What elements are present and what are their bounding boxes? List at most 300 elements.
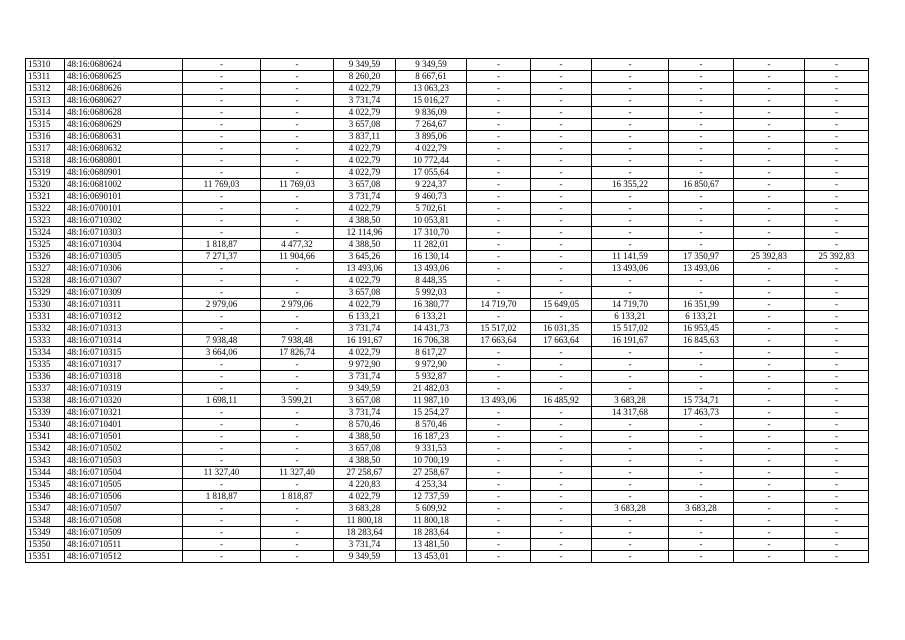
value-cell: - <box>467 71 531 83</box>
value-cell: 21 482,03 <box>396 383 467 395</box>
row-number-cell: 15319 <box>26 167 65 179</box>
value-cell: - <box>531 407 592 419</box>
value-cell: 14 719,70 <box>467 299 531 311</box>
value-cell: - <box>261 107 334 119</box>
row-number-cell: 15344 <box>26 467 65 479</box>
value-cell: - <box>805 227 869 239</box>
value-cell: - <box>669 419 734 431</box>
value-cell: - <box>734 287 805 299</box>
cadastral-number-cell: 48:16:0710313 <box>65 323 183 335</box>
table-row <box>26 551 869 563</box>
value-cell: 7 264,67 <box>396 119 467 131</box>
value-cell: - <box>734 467 805 479</box>
value-cell: - <box>805 107 869 119</box>
value-cell: - <box>734 515 805 527</box>
value-cell: - <box>734 263 805 275</box>
value-cell: 16 380,77 <box>396 299 467 311</box>
value-cell: - <box>531 287 592 299</box>
value-cell: 11 327,40 <box>261 467 334 479</box>
value-cell: - <box>531 71 592 83</box>
value-cell: - <box>592 371 669 383</box>
value-cell: 3 837,11 <box>334 131 396 143</box>
value-cell: - <box>467 383 531 395</box>
value-cell: 4 022,79 <box>396 143 467 155</box>
value-cell: 13 493,06 <box>592 263 669 275</box>
value-cell: 17 663,64 <box>467 335 531 347</box>
value-cell: - <box>183 527 261 539</box>
value-cell: 13 493,06 <box>467 395 531 407</box>
value-cell: 14 431,73 <box>396 323 467 335</box>
value-cell: - <box>261 419 334 431</box>
row-number-cell: 15326 <box>26 251 65 263</box>
value-cell: - <box>592 443 669 455</box>
value-cell: - <box>183 431 261 443</box>
value-cell: - <box>467 107 531 119</box>
value-cell: 3 731,74 <box>334 95 396 107</box>
value-cell: - <box>467 467 531 479</box>
table-row <box>26 143 869 155</box>
value-cell: - <box>183 515 261 527</box>
cadastral-number-cell: 48:16:0690101 <box>65 191 183 203</box>
value-cell: 9 349,59 <box>334 383 396 395</box>
value-cell: 3 731,74 <box>334 407 396 419</box>
value-cell: - <box>669 455 734 467</box>
value-cell: - <box>467 539 531 551</box>
value-cell: - <box>261 215 334 227</box>
value-cell: - <box>805 323 869 335</box>
value-cell: - <box>531 503 592 515</box>
value-cell: - <box>669 83 734 95</box>
value-cell: 7 271,37 <box>183 251 261 263</box>
row-number-cell: 15347 <box>26 503 65 515</box>
value-cell: - <box>592 275 669 287</box>
value-cell: - <box>592 239 669 251</box>
cadastral-number-cell: 48:16:0681002 <box>65 179 183 191</box>
value-cell: - <box>261 83 334 95</box>
value-cell: - <box>261 227 334 239</box>
value-cell: - <box>183 107 261 119</box>
value-cell: - <box>531 167 592 179</box>
value-cell: - <box>261 527 334 539</box>
value-cell: - <box>805 239 869 251</box>
value-cell: - <box>183 371 261 383</box>
value-cell: 8 667,61 <box>396 71 467 83</box>
value-cell: - <box>467 131 531 143</box>
table-row <box>26 311 869 323</box>
value-cell: 12 114,96 <box>334 227 396 239</box>
value-cell: - <box>805 71 869 83</box>
value-cell: 10 772,44 <box>396 155 467 167</box>
value-cell: - <box>669 467 734 479</box>
value-cell: - <box>669 443 734 455</box>
value-cell: - <box>805 515 869 527</box>
row-number-cell: 15331 <box>26 311 65 323</box>
value-cell: 3 731,74 <box>334 191 396 203</box>
value-cell: - <box>669 347 734 359</box>
value-cell: 4 022,79 <box>334 275 396 287</box>
value-cell: - <box>531 263 592 275</box>
value-cell: - <box>183 95 261 107</box>
row-number-cell: 15343 <box>26 455 65 467</box>
cadastral-number-cell: 48:16:0710511 <box>65 539 183 551</box>
value-cell: - <box>805 275 869 287</box>
value-cell: - <box>261 443 334 455</box>
value-cell: 3 683,28 <box>334 503 396 515</box>
row-number-cell: 15335 <box>26 359 65 371</box>
value-cell: 15 734,71 <box>669 395 734 407</box>
table-row <box>26 191 869 203</box>
row-number-cell: 15312 <box>26 83 65 95</box>
value-cell: 16 850,67 <box>669 179 734 191</box>
value-cell: 16 351,99 <box>669 299 734 311</box>
value-cell: - <box>531 515 592 527</box>
value-cell: - <box>467 215 531 227</box>
value-cell: - <box>261 503 334 515</box>
value-cell: 11 141,59 <box>592 251 669 263</box>
value-cell: - <box>734 527 805 539</box>
value-cell: - <box>183 263 261 275</box>
value-cell: - <box>669 167 734 179</box>
table-row <box>26 407 869 419</box>
value-cell: 4 022,79 <box>334 155 396 167</box>
value-cell: - <box>531 227 592 239</box>
table-row <box>26 239 869 251</box>
value-cell: - <box>734 191 805 203</box>
value-cell: - <box>531 359 592 371</box>
value-cell: - <box>531 239 592 251</box>
cadastral-number-cell: 48:16:0710302 <box>65 215 183 227</box>
value-cell: - <box>592 455 669 467</box>
value-cell: 3 664,06 <box>183 347 261 359</box>
value-cell: - <box>805 143 869 155</box>
value-cell: 3 895,06 <box>396 131 467 143</box>
value-cell: 4 022,79 <box>334 143 396 155</box>
value-cell: 3 657,08 <box>334 287 396 299</box>
value-cell: - <box>805 299 869 311</box>
row-number-cell: 15313 <box>26 95 65 107</box>
cadastral-number-cell: 48:16:0710317 <box>65 359 183 371</box>
row-number-cell: 15327 <box>26 263 65 275</box>
value-cell: - <box>531 203 592 215</box>
row-number-cell: 15320 <box>26 179 65 191</box>
value-cell: - <box>531 311 592 323</box>
value-cell: - <box>805 167 869 179</box>
value-cell: - <box>734 539 805 551</box>
value-cell: 3 731,74 <box>334 323 396 335</box>
value-cell: - <box>261 287 334 299</box>
value-cell: - <box>805 119 869 131</box>
value-cell: 8 448,35 <box>396 275 467 287</box>
row-number-cell: 15334 <box>26 347 65 359</box>
value-cell: - <box>183 155 261 167</box>
cadastral-number-cell: 48:16:0700101 <box>65 203 183 215</box>
value-cell: - <box>261 539 334 551</box>
value-cell: 14 719,70 <box>592 299 669 311</box>
cadastral-number-cell: 48:16:0710309 <box>65 287 183 299</box>
value-cell: 16 355,22 <box>592 179 669 191</box>
value-cell: - <box>805 467 869 479</box>
value-cell: 15 254,27 <box>396 407 467 419</box>
row-number-cell: 15342 <box>26 443 65 455</box>
table-row <box>26 131 869 143</box>
value-cell: - <box>734 359 805 371</box>
value-cell: - <box>467 443 531 455</box>
value-cell: - <box>734 119 805 131</box>
table-row <box>26 467 869 479</box>
value-cell: 25 392,83 <box>734 251 805 263</box>
value-cell: - <box>805 479 869 491</box>
value-cell: - <box>805 179 869 191</box>
value-cell: - <box>261 263 334 275</box>
value-cell: - <box>531 95 592 107</box>
value-cell: - <box>734 371 805 383</box>
value-cell: - <box>467 263 531 275</box>
value-cell: - <box>805 155 869 167</box>
value-cell: - <box>183 419 261 431</box>
value-cell: - <box>183 311 261 323</box>
value-cell: - <box>805 203 869 215</box>
value-cell: - <box>669 215 734 227</box>
value-cell: - <box>805 395 869 407</box>
value-cell: - <box>592 95 669 107</box>
value-cell: - <box>669 59 734 71</box>
value-cell: - <box>183 323 261 335</box>
row-number-cell: 15339 <box>26 407 65 419</box>
value-cell: - <box>669 95 734 107</box>
cadastral-number-cell: 48:16:0710314 <box>65 335 183 347</box>
value-cell: - <box>592 59 669 71</box>
row-number-cell: 15323 <box>26 215 65 227</box>
table-row <box>26 95 869 107</box>
value-cell: - <box>734 455 805 467</box>
cadastral-number-cell: 48:16:0710506 <box>65 491 183 503</box>
value-cell: - <box>183 119 261 131</box>
value-cell: 11 800,18 <box>396 515 467 527</box>
value-cell: - <box>592 539 669 551</box>
table-row <box>26 491 869 503</box>
value-cell: - <box>805 215 869 227</box>
value-cell: 6 133,21 <box>334 311 396 323</box>
value-cell: 9 349,59 <box>396 59 467 71</box>
value-cell: - <box>805 407 869 419</box>
cadastral-number-cell: 48:16:0680901 <box>65 167 183 179</box>
value-cell: 16 191,67 <box>592 335 669 347</box>
value-cell: - <box>592 131 669 143</box>
value-cell: - <box>592 167 669 179</box>
value-cell: - <box>261 275 334 287</box>
value-cell: - <box>467 119 531 131</box>
value-cell: 5 609,92 <box>396 503 467 515</box>
value-cell: - <box>734 155 805 167</box>
value-cell: 17 310,70 <box>396 227 467 239</box>
value-cell: 16 031,35 <box>531 323 592 335</box>
value-cell: 3 683,28 <box>592 503 669 515</box>
table-row <box>26 155 869 167</box>
value-cell: - <box>734 239 805 251</box>
value-cell: - <box>592 143 669 155</box>
value-cell: - <box>261 131 334 143</box>
value-cell: - <box>669 431 734 443</box>
value-cell: - <box>734 551 805 563</box>
value-cell: - <box>261 311 334 323</box>
value-cell: 27 258,67 <box>334 467 396 479</box>
value-cell: 15 517,02 <box>467 323 531 335</box>
value-cell: - <box>734 167 805 179</box>
value-cell: - <box>805 419 869 431</box>
value-cell: - <box>669 155 734 167</box>
table-row <box>26 299 869 311</box>
value-cell: 2 979,06 <box>261 299 334 311</box>
cadastral-number-cell: 48:16:0710318 <box>65 371 183 383</box>
row-number-cell: 15310 <box>26 59 65 71</box>
row-number-cell: 15318 <box>26 155 65 167</box>
value-cell: 17 463,73 <box>669 407 734 419</box>
table-row <box>26 179 869 191</box>
value-cell: - <box>669 227 734 239</box>
row-number-cell: 15329 <box>26 287 65 299</box>
value-cell: 2 979,06 <box>183 299 261 311</box>
value-cell: - <box>669 191 734 203</box>
cadastral-number-cell: 48:16:0680626 <box>65 83 183 95</box>
value-cell: - <box>531 215 592 227</box>
value-cell: 11 800,18 <box>334 515 396 527</box>
value-cell: - <box>467 347 531 359</box>
value-cell: - <box>669 371 734 383</box>
value-cell: - <box>531 371 592 383</box>
table-row <box>26 227 869 239</box>
value-cell: - <box>734 131 805 143</box>
value-cell: - <box>805 287 869 299</box>
value-cell: - <box>531 527 592 539</box>
value-cell: - <box>592 107 669 119</box>
table-row <box>26 503 869 515</box>
cadastral-number-cell: 48:16:0710504 <box>65 467 183 479</box>
value-cell: 5 702,61 <box>396 203 467 215</box>
row-number-cell: 15322 <box>26 203 65 215</box>
value-cell: 4 022,79 <box>334 491 396 503</box>
value-cell: - <box>261 407 334 419</box>
value-cell: - <box>183 383 261 395</box>
value-cell: 3 599,21 <box>261 395 334 407</box>
value-cell: - <box>592 287 669 299</box>
value-cell: 27 258,67 <box>396 467 467 479</box>
value-cell: 18 283,64 <box>396 527 467 539</box>
value-cell: - <box>467 407 531 419</box>
table-row <box>26 347 869 359</box>
cadastral-number-cell: 48:16:0680631 <box>65 131 183 143</box>
value-cell: 11 327,40 <box>183 467 261 479</box>
value-cell: - <box>592 383 669 395</box>
value-cell: - <box>183 455 261 467</box>
value-cell: - <box>531 179 592 191</box>
value-cell: 7 938,48 <box>261 335 334 347</box>
value-cell: 17 350,97 <box>669 251 734 263</box>
value-cell: - <box>467 515 531 527</box>
cadastral-number-cell: 48:16:0710501 <box>65 431 183 443</box>
value-cell: - <box>669 491 734 503</box>
cadastral-number-cell: 48:16:0710312 <box>65 311 183 323</box>
value-cell: - <box>592 359 669 371</box>
value-cell: - <box>592 419 669 431</box>
value-cell: 5 932,87 <box>396 371 467 383</box>
table-row <box>26 527 869 539</box>
value-cell: - <box>592 215 669 227</box>
value-cell: - <box>531 347 592 359</box>
row-number-cell: 15314 <box>26 107 65 119</box>
value-cell: - <box>669 479 734 491</box>
value-cell: - <box>531 419 592 431</box>
value-cell: - <box>592 515 669 527</box>
table-row <box>26 119 869 131</box>
value-cell: 6 133,21 <box>669 311 734 323</box>
row-number-cell: 15345 <box>26 479 65 491</box>
table-row <box>26 323 869 335</box>
value-cell: - <box>467 455 531 467</box>
cadastral-number-cell: 48:16:0680628 <box>65 107 183 119</box>
table-row <box>26 335 869 347</box>
row-number-cell: 15325 <box>26 239 65 251</box>
table-row <box>26 371 869 383</box>
value-cell: - <box>592 491 669 503</box>
value-cell: 1 818,87 <box>183 491 261 503</box>
value-cell: 17 826,74 <box>261 347 334 359</box>
value-cell: - <box>734 335 805 347</box>
value-cell: - <box>467 311 531 323</box>
value-cell: 4 220,83 <box>334 479 396 491</box>
value-cell: - <box>261 455 334 467</box>
value-cell: 1 818,87 <box>261 491 334 503</box>
value-cell: 15 649,05 <box>531 299 592 311</box>
value-cell: 17 663,64 <box>531 335 592 347</box>
value-cell: 7 938,48 <box>183 335 261 347</box>
value-cell: - <box>531 275 592 287</box>
value-cell: - <box>734 491 805 503</box>
value-cell: 14 317,68 <box>592 407 669 419</box>
value-cell: - <box>734 107 805 119</box>
cadastral-number-cell: 48:16:0680629 <box>65 119 183 131</box>
value-cell: 4 022,79 <box>334 299 396 311</box>
value-cell: 18 283,64 <box>334 527 396 539</box>
value-cell: 9 972,90 <box>334 359 396 371</box>
value-cell: - <box>592 527 669 539</box>
value-cell: - <box>261 431 334 443</box>
value-cell: - <box>261 323 334 335</box>
table-row <box>26 443 869 455</box>
table-row <box>26 455 869 467</box>
cadastral-number-cell: 48:16:0710311 <box>65 299 183 311</box>
value-cell: - <box>183 59 261 71</box>
value-cell: - <box>734 443 805 455</box>
value-cell: - <box>734 311 805 323</box>
value-cell: 13 493,06 <box>334 263 396 275</box>
value-cell: - <box>261 71 334 83</box>
value-cell: - <box>805 335 869 347</box>
value-cell: - <box>183 551 261 563</box>
value-cell: 9 836,09 <box>396 107 467 119</box>
value-cell: - <box>531 383 592 395</box>
value-cell: 4 388,50 <box>334 431 396 443</box>
value-cell: 16 191,67 <box>334 335 396 347</box>
row-number-cell: 15336 <box>26 371 65 383</box>
value-cell: - <box>467 419 531 431</box>
value-cell: - <box>531 143 592 155</box>
row-number-cell: 15332 <box>26 323 65 335</box>
value-cell: 9 460,73 <box>396 191 467 203</box>
table-row <box>26 395 869 407</box>
table-row <box>26 263 869 275</box>
value-cell: - <box>183 287 261 299</box>
value-cell: - <box>805 359 869 371</box>
